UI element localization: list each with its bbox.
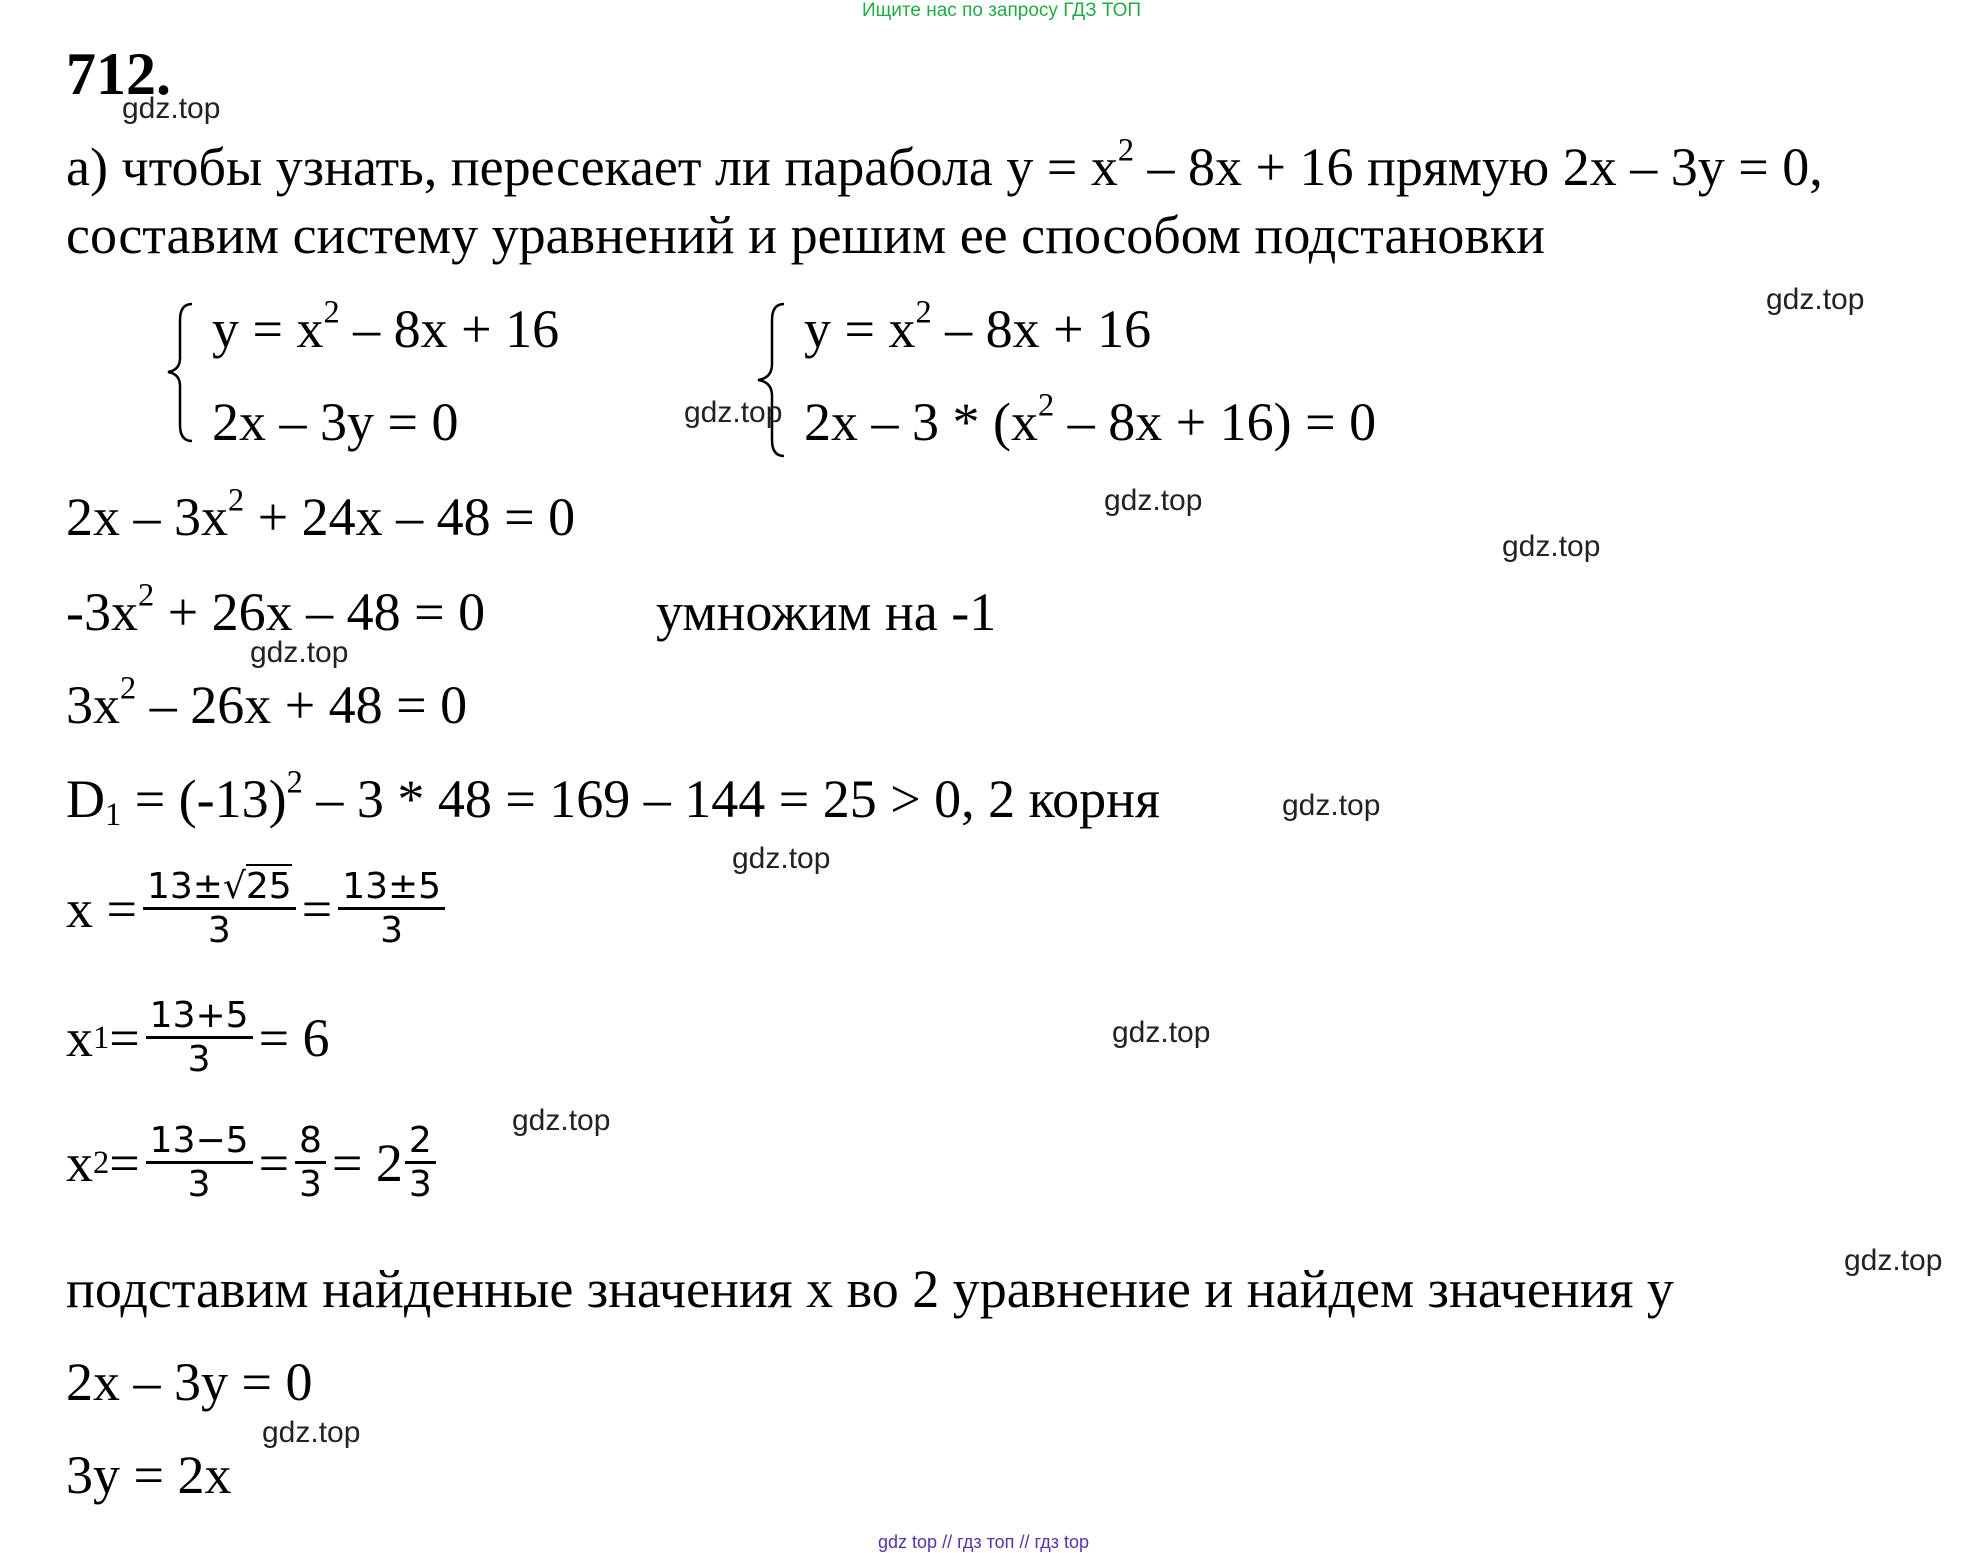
step-3: $3x^2 - 26x + 48 = 0$ <box>66 670 468 735</box>
discriminant: $D_1 = (-13)^2 - 3 * 48 = 169 - 144 = 25 > 0$, 2 корня <box>66 764 1160 834</box>
footer-link-1[interactable]: gdz top <box>878 1532 938 1552</box>
watermark: gdz.top <box>1766 283 1865 316</box>
header-search-link[interactable]: Ищите нас по запросу ГДЗ ТОП <box>862 0 1142 21</box>
system1-eq2: 2x – 3y = 0 <box>212 392 459 452</box>
footer-link-3[interactable]: гдз top <box>1034 1532 1090 1552</box>
watermark: gdz.top <box>262 1416 361 1449</box>
substitute-text: подставим найденные значения x во 2 уравнение и найдем значения y <box>66 1259 1674 1319</box>
x-formula-fraction-1: $\frac{13\pm√25}{3}$ <box>143 866 296 952</box>
footer-separator: // <box>942 1532 953 1552</box>
final-eq-2: 3y = 2x <box>66 1445 232 1505</box>
x1-fraction: $\frac{13+5}{3}$ <box>146 995 253 1081</box>
watermark: gdz.top <box>684 396 783 429</box>
footer-link-2[interactable]: гдз топ <box>957 1532 1015 1552</box>
watermark: gdz.top <box>1844 1244 1943 1277</box>
system1-eq1: $y = x^2 - 8x + 16$ <box>212 294 560 359</box>
x1-line: x 1 = $\frac{13+5}{3}$ = 6 <box>66 995 330 1081</box>
system-brace-1 <box>164 300 204 445</box>
watermark: gdz.top <box>1282 789 1381 822</box>
x-formula: x = $\frac{13\pm√25}{3}$ = $\frac{13\pm 5}{3}$ <box>66 866 451 952</box>
watermark: gdz.top <box>1104 484 1203 517</box>
system-brace-2 <box>754 300 794 460</box>
system2-eq2: $2x - 3 * (x^2 - 8x + 16) = 0$ <box>804 387 1377 452</box>
x2-fraction-3: $\frac{2}{3}$ <box>405 1120 436 1206</box>
watermark: gdz.top <box>1112 1016 1211 1049</box>
x2-fraction-2: $\frac{8}{3}$ <box>295 1120 326 1206</box>
watermark: gdz.top <box>1502 530 1601 563</box>
step-1: $2x - 3x^2 + 24x - 48 = 0$ <box>66 482 576 547</box>
problem-number: 712. <box>66 41 171 107</box>
system2-eq1: $y = x^2 - 8x + 16$ <box>804 294 1152 359</box>
step-2-note: умножим на -1 <box>656 582 997 642</box>
watermark: gdz.top <box>732 842 831 875</box>
x2-line: x 2 = $\frac{13-5}{3}$ = $\frac{8}{3}$ = 2 $\frac{2}{3}$ <box>66 1120 442 1206</box>
watermark: gdz.top <box>250 636 349 669</box>
watermark: gdz.top <box>122 92 221 125</box>
footer-separator: // <box>1019 1532 1030 1552</box>
footer-links <box>878 1532 1089 1553</box>
intro-line-2: составим систему уравнений и решим ее способом подстановки <box>66 205 1545 265</box>
step-2: $-3x^2 + 26x - 48 = 0$ <box>66 577 486 642</box>
watermark: gdz.top <box>512 1104 611 1137</box>
x2-fraction-1: $\frac{13-5}{3}$ <box>146 1120 253 1206</box>
intro-line-1: а) чтобы узнать, пересекает ли парабола $y = x^2 - 8x + 16$ прямую 2x – 3y = 0, <box>66 132 1823 197</box>
x-formula-fraction-2: $\frac{13\pm 5}{3}$ <box>338 866 445 952</box>
final-eq-1: 2x – 3y = 0 <box>66 1352 313 1412</box>
